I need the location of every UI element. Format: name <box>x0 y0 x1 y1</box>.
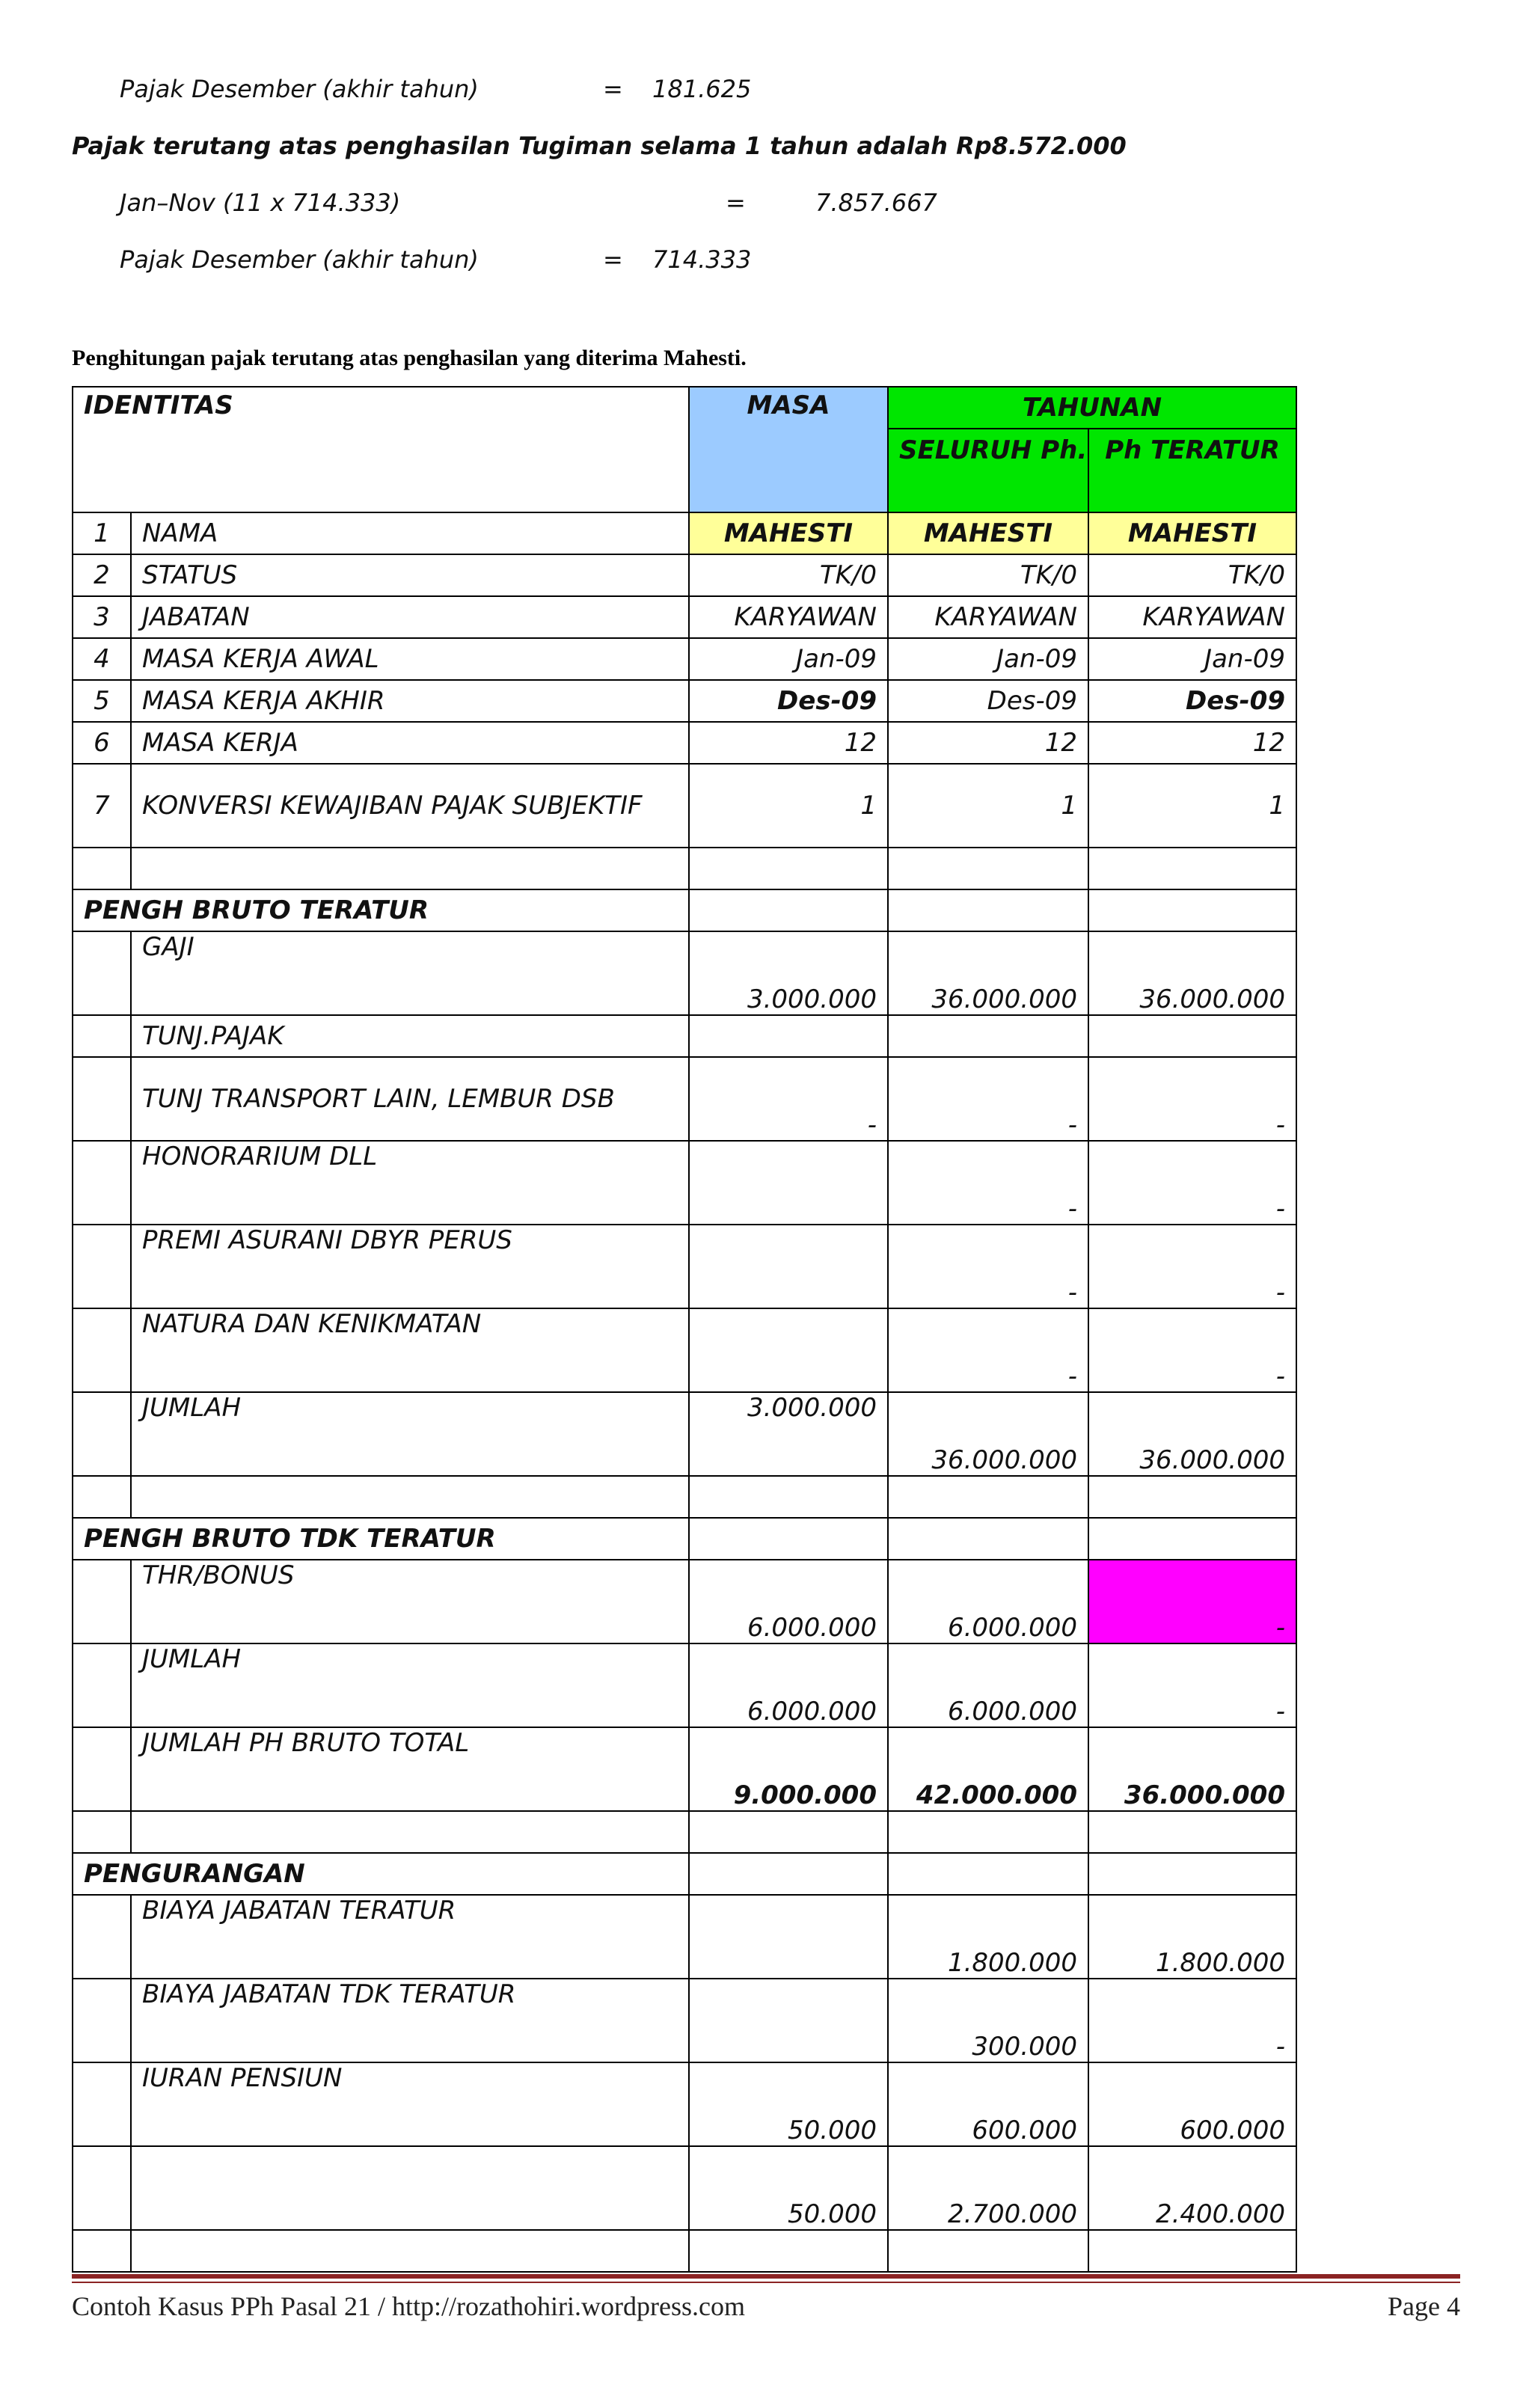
teratur-value: TK/0 <box>1088 554 1296 596</box>
table-row <box>73 554 1296 596</box>
table-row <box>73 1979 1296 2062</box>
teratur-value: 600.000 <box>1088 2062 1296 2146</box>
seluruh-value: 6.000.000 <box>888 1643 1088 1727</box>
intro-eq-2: = <box>726 189 746 217</box>
teratur-value: 36.000.000 <box>1088 1727 1296 1811</box>
intro-label-3: Pajak Desember (akhir tahun) <box>120 245 479 274</box>
table-row <box>73 722 1296 764</box>
row-label: NATURA DAN KENIKMATAN <box>131 1308 689 1392</box>
seluruh-value: 2.700.000 <box>888 2146 1088 2230</box>
row-label: THR/BONUS <box>131 1560 689 1643</box>
seluruh-value: 12 <box>888 722 1088 764</box>
masa-value: - <box>689 1057 888 1141</box>
teratur-value: - <box>1088 1225 1296 1308</box>
table-row <box>73 931 1296 1015</box>
row-number: 6 <box>73 722 131 764</box>
section-title: PENGURANGAN <box>73 1853 689 1895</box>
row-label: JUMLAH PH BRUTO TOTAL <box>131 1727 689 1811</box>
masa-value: TK/0 <box>689 554 888 596</box>
masa-value: Jan-09 <box>689 638 888 680</box>
row-label: IURAN PENSIUN <box>131 2062 689 2146</box>
tax-calculation-table <box>72 386 1297 2273</box>
table-row <box>73 1057 1296 1141</box>
seluruh-value: TK/0 <box>888 554 1088 596</box>
teratur-value: 1 <box>1088 764 1296 848</box>
teratur-header: Ph TERATUR <box>1088 429 1296 512</box>
identitas-header: IDENTITAS <box>73 387 689 512</box>
seluruh-header: SELURUH Ph. <box>888 429 1088 512</box>
seluruh-value: 300.000 <box>888 1979 1088 2062</box>
row-label: KONVERSI KEWAJIBAN PAJAK SUBJEKTIF <box>131 764 689 848</box>
masa-header: MASA <box>689 387 888 512</box>
intro-value-1: 181.625 <box>652 75 752 103</box>
masa-value: Des-09 <box>689 680 888 722</box>
intro-eq-1: = <box>603 75 623 103</box>
table-row <box>73 1141 1296 1225</box>
row-label: GAJI <box>131 931 689 1015</box>
section-row <box>73 889 1296 931</box>
blank-row <box>73 848 1296 889</box>
masa-value: 50.000 <box>689 2146 888 2230</box>
table-row <box>73 2062 1296 2146</box>
blank-row <box>73 1476 1296 1518</box>
masa-value: 12 <box>689 722 888 764</box>
seluruh-value: KARYAWAN <box>888 596 1088 638</box>
row-label: MASA KERJA AKHIR <box>131 680 689 722</box>
row-label: MASA KERJA AWAL <box>131 638 689 680</box>
masa-value: 6.000.000 <box>689 1560 888 1643</box>
row-number: 7 <box>73 764 131 848</box>
table-row <box>73 1895 1296 1979</box>
teratur-value: 2.400.000 <box>1088 2146 1296 2230</box>
teratur-value: - <box>1088 1057 1296 1141</box>
intro-value-3: 714.333 <box>652 245 752 274</box>
table-caption: Penghitungan pajak terutang atas penghasilan yang diterima Mahesti. <box>72 346 747 370</box>
teratur-value: MAHESTI <box>1088 512 1296 554</box>
intro-eq-3: = <box>603 245 623 274</box>
seluruh-value: 6.000.000 <box>888 1560 1088 1643</box>
row-number: 5 <box>73 680 131 722</box>
table-row <box>73 1560 1296 1643</box>
tahunan-header: TAHUNAN <box>888 387 1296 429</box>
row-label: PREMI ASURANI DBYR PERUS <box>131 1225 689 1308</box>
seluruh-value: - <box>888 1057 1088 1141</box>
intro-value-2: 7.857.667 <box>815 189 937 217</box>
section-title: PENGH BRUTO TDK TERATUR <box>73 1518 689 1560</box>
masa-value: 3.000.000 <box>689 931 888 1015</box>
table-row <box>73 1308 1296 1392</box>
row-label: STATUS <box>131 554 689 596</box>
row-number: 2 <box>73 554 131 596</box>
teratur-value: - <box>1088 1141 1296 1225</box>
masa-value: 9.000.000 <box>689 1727 888 1811</box>
seluruh-value: - <box>888 1308 1088 1392</box>
teratur-value: - <box>1088 1643 1296 1727</box>
header-row-1 <box>73 387 1296 429</box>
intro-heading: Pajak terutang atas penghasilan Tugiman selama 1 tahun adalah Rp8.572.000 <box>72 132 1127 160</box>
seluruh-value: 36.000.000 <box>888 1392 1088 1476</box>
row-label: NAMA <box>131 512 689 554</box>
footer-source: Contoh Kasus PPh Pasal 21 / http://rozathohiri.wordpress.com <box>72 2291 745 2321</box>
teratur-value: Des-09 <box>1088 680 1296 722</box>
intro-label-2: Jan–Nov (11 x 714.333) <box>120 189 401 217</box>
blank-row <box>73 1811 1296 1853</box>
masa-value: 50.000 <box>689 2062 888 2146</box>
table-row <box>73 596 1296 638</box>
seluruh-value: 1.800.000 <box>888 1895 1088 1979</box>
footer-rule-thin <box>72 2282 1460 2283</box>
teratur-value: 36.000.000 <box>1088 931 1296 1015</box>
row-number: 3 <box>73 596 131 638</box>
table-row <box>73 764 1296 848</box>
seluruh-value: - <box>888 1225 1088 1308</box>
table-row <box>73 1015 1296 1057</box>
table-row <box>73 1643 1296 1727</box>
seluruh-value: - <box>888 1141 1088 1225</box>
row-number: 4 <box>73 638 131 680</box>
row-label: TUNJ.PAJAK <box>131 1015 689 1057</box>
section-row <box>73 1518 1296 1560</box>
footer-rule <box>72 2274 1460 2279</box>
row-label: JABATAN <box>131 596 689 638</box>
row-label: MASA KERJA <box>131 722 689 764</box>
blank-row <box>73 2230 1296 2272</box>
row-number: 1 <box>73 512 131 554</box>
table-row <box>73 1225 1296 1308</box>
seluruh-value: Jan-09 <box>888 638 1088 680</box>
seluruh-value: Des-09 <box>888 680 1088 722</box>
row-label: JUMLAH <box>131 1643 689 1727</box>
seluruh-value: 36.000.000 <box>888 931 1088 1015</box>
section-row <box>73 1853 1296 1895</box>
masa-value: KARYAWAN <box>689 596 888 638</box>
seluruh-value: 600.000 <box>888 2062 1088 2146</box>
row-label: HONORARIUM DLL <box>131 1141 689 1225</box>
teratur-value: 12 <box>1088 722 1296 764</box>
teratur-value: 36.000.000 <box>1088 1392 1296 1476</box>
teratur-value: - <box>1088 1560 1296 1643</box>
table-row <box>73 680 1296 722</box>
masa-value: 1 <box>689 764 888 848</box>
seluruh-value: MAHESTI <box>888 512 1088 554</box>
table-row <box>73 1727 1296 1811</box>
page-number: Page 4 <box>1388 2291 1460 2321</box>
teratur-value: - <box>1088 1308 1296 1392</box>
intro-label: Pajak Desember (akhir tahun) <box>120 75 479 103</box>
masa-value: 6.000.000 <box>689 1643 888 1727</box>
row-label: BIAYA JABATAN TERATUR <box>131 1895 689 1979</box>
row-label: TUNJ TRANSPORT LAIN, LEMBUR DSB <box>131 1057 689 1141</box>
table-row <box>73 638 1296 680</box>
row-label: JUMLAH <box>131 1392 689 1476</box>
teratur-value: - <box>1088 1979 1296 2062</box>
teratur-value: 1.800.000 <box>1088 1895 1296 1979</box>
teratur-value: Jan-09 <box>1088 638 1296 680</box>
table-row <box>73 512 1296 554</box>
row-label: BIAYA JABATAN TDK TERATUR <box>131 1979 689 2062</box>
table-row <box>73 1392 1296 1476</box>
teratur-value: KARYAWAN <box>1088 596 1296 638</box>
intro-line-desember-1 <box>120 75 479 103</box>
section-title: PENGH BRUTO TERATUR <box>73 889 689 931</box>
masa-value: 3.000.000 <box>689 1392 888 1476</box>
masa-value: MAHESTI <box>689 512 888 554</box>
seluruh-value: 1 <box>888 764 1088 848</box>
table-row <box>73 2146 1296 2230</box>
seluruh-value: 42.000.000 <box>888 1727 1088 1811</box>
